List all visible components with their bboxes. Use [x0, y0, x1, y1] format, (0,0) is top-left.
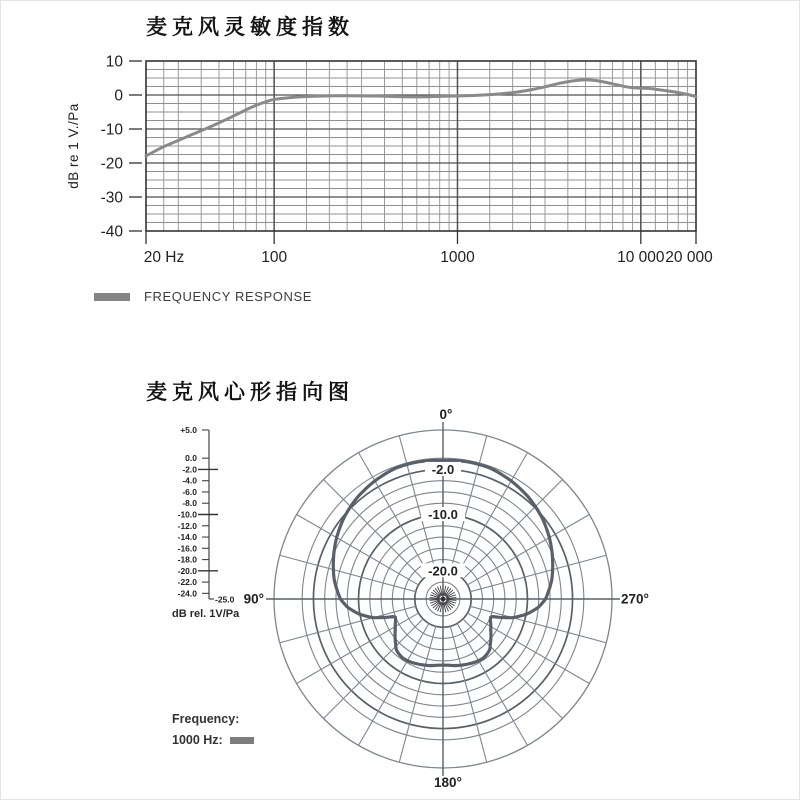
polar-r-unit-label: dB rel. 1V/Pa	[172, 608, 240, 620]
charts-canvas	[1, 1, 800, 800]
fr-response-curve	[146, 80, 696, 156]
fr-y-axis-label: dB re 1 V./Pa	[66, 103, 81, 189]
polar-angle-label-0: 0°	[439, 407, 453, 422]
fr-legend	[94, 289, 312, 304]
fr-y-tick-label: -30	[100, 189, 123, 207]
fr-y-tick-label: -40	[100, 223, 123, 241]
fr-y-tick-label: -10	[100, 121, 123, 139]
fr-legend-label: FREQUENCY RESPONSE	[144, 289, 313, 304]
polar-scale-tick-label: -20.0	[177, 565, 197, 576]
fr-x-tick-label: 20 000	[665, 249, 713, 266]
fr-x-tick-label: 1000	[440, 249, 475, 266]
polar-center-dot	[441, 597, 446, 602]
polar-spoke	[463, 619, 563, 719]
polar-scale-tick-label: -6.0	[182, 486, 197, 497]
polar-scale-tick-label: -10.0	[177, 509, 197, 520]
polar-pattern-swatch	[230, 737, 254, 744]
polar-scale-tick-label: -22.0	[177, 577, 197, 588]
frequency-value: 1000 Hz:	[172, 733, 223, 747]
polar-angle-label-180: 180°	[434, 775, 462, 790]
fr-legend-swatch	[94, 293, 130, 301]
fr-x-tick-label: 100	[261, 249, 288, 266]
fr-y-tick-label: 0	[114, 87, 123, 105]
polar-scale-min-label: -25.0	[215, 594, 235, 605]
fr-x-tick-label: 10 000	[617, 249, 665, 266]
polar-angle-label-90: 90°	[243, 591, 264, 607]
polar-scale-tick-label: -2.0	[182, 464, 197, 475]
polar-scale-tick-label: +5.0	[180, 425, 197, 435]
fr-y-tick-label: 10	[105, 53, 123, 71]
polar-ring-label: -20.0	[428, 563, 458, 579]
fr-x-tick-label: 20 Hz	[143, 249, 185, 266]
polar-scale-tick-label: -8.0	[182, 498, 197, 509]
polar-scale-tick-label: -4.0	[182, 475, 197, 486]
polar-angle-label-270: 270°	[621, 591, 649, 607]
polar-scale-tick-label: -16.0	[177, 543, 197, 554]
polar-scale-tick-label: -14.0	[177, 532, 197, 543]
fr-chart-title: 麦克风灵敏度指数	[146, 16, 354, 39]
polar-scale-tick-label: -12.0	[177, 520, 197, 531]
polar-spoke	[323, 619, 423, 719]
polar-scale-tick-label: -18.0	[177, 554, 197, 565]
polar-scale-tick-label: 0.0	[185, 453, 197, 464]
polar-ring-label: -10.0	[428, 507, 458, 522]
fr-y-tick-label: -20	[100, 155, 123, 173]
frequency-label: Frequency:	[172, 712, 240, 726]
polar-ring-label: -2.0	[431, 461, 455, 477]
polar-chart-title: 麦克风心形指向图	[146, 381, 354, 404]
polar-frequency-legend	[172, 709, 254, 751]
polar-scale-tick-label: -24.0	[177, 588, 197, 599]
